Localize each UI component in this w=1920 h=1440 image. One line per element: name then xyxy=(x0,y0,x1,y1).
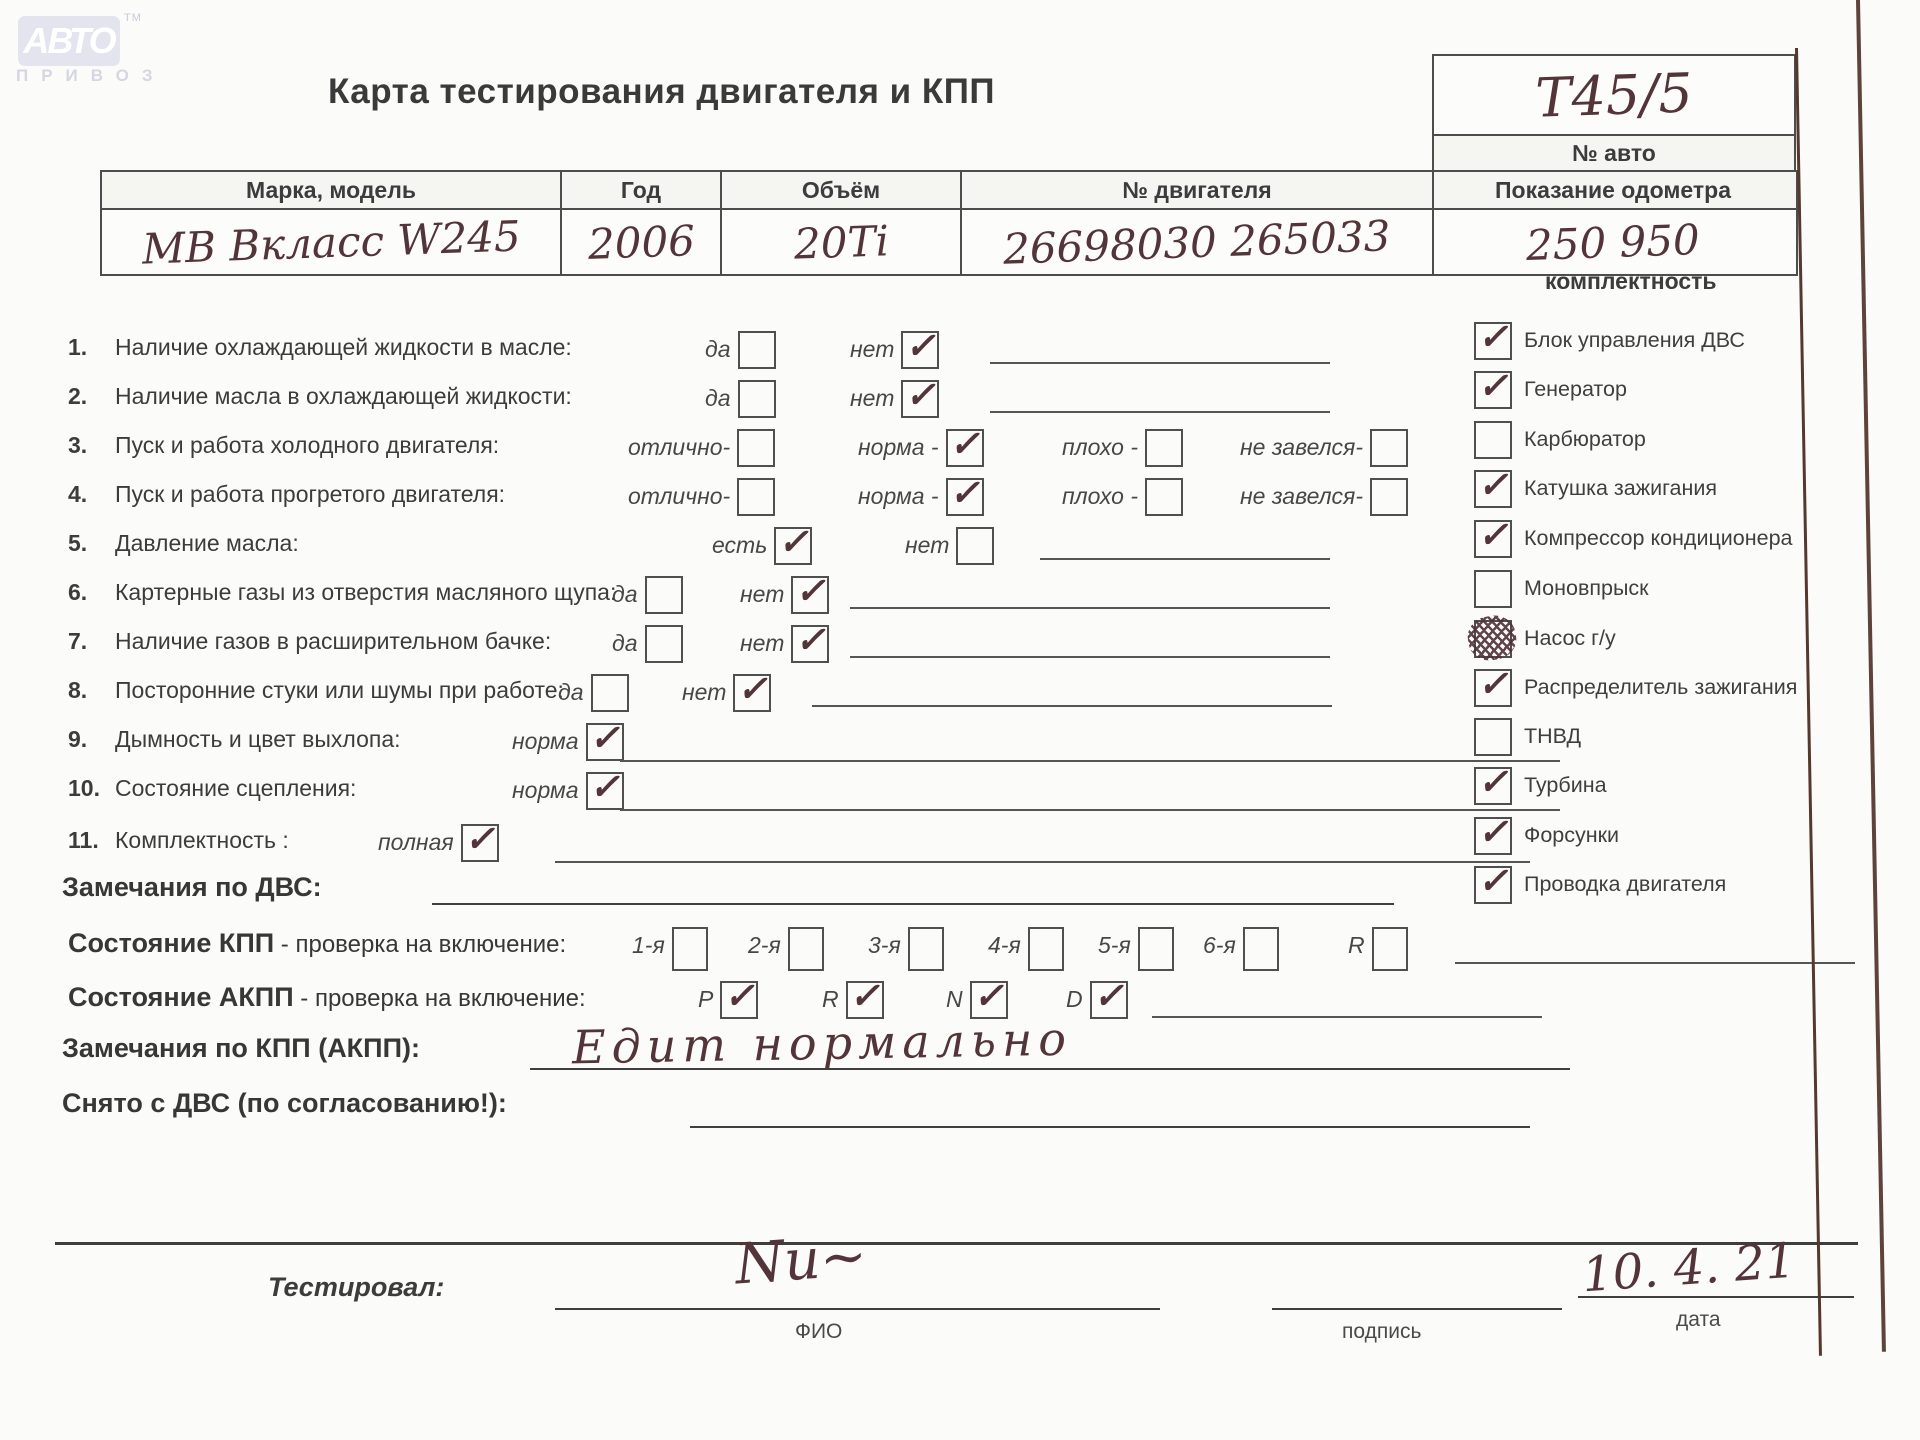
checkbox xyxy=(1145,478,1183,516)
checkbox: ✓ xyxy=(1090,981,1128,1019)
checkbox xyxy=(645,576,683,614)
checkbox xyxy=(738,380,776,418)
option-label: да xyxy=(705,336,731,362)
check-row-9 xyxy=(0,718,1920,766)
kpp-remarks-label: Замечания по КПП (АКПП): xyxy=(62,1033,420,1063)
checkbox: ✓ xyxy=(586,723,624,761)
option-label: полная xyxy=(378,829,454,855)
engine-number-handwritten: 26698030 265033 xyxy=(962,210,1434,274)
page-title: Карта тестирования двигателя и КПП xyxy=(328,72,996,111)
option-label: 3-я xyxy=(868,932,901,958)
row-number: 9. xyxy=(68,726,88,752)
row-number: 2. xyxy=(68,383,88,409)
option-label: 5-я xyxy=(1098,932,1131,958)
equipment-item-label: Моновпрыск xyxy=(1524,576,1649,600)
year-handwritten: 2006 xyxy=(562,210,722,274)
tester-signature-handwritten: Nu~ xyxy=(732,1223,870,1298)
option-label: 1-я xyxy=(632,932,665,958)
column-header: Год xyxy=(562,172,722,208)
column-header: Объём xyxy=(722,172,962,208)
fill-line xyxy=(620,809,1560,811)
checkbox: ✓ xyxy=(733,674,771,712)
option-label: R xyxy=(1348,932,1365,958)
dvs-remarks-label: Замечания по ДВС: xyxy=(62,872,322,902)
row-question: Наличие масла в охлаждающей жидкости: xyxy=(115,383,572,409)
option-label: да xyxy=(558,679,584,705)
odometer-handwritten: 250 950 xyxy=(1525,214,1701,270)
option-label: нет xyxy=(682,679,727,705)
fill-line xyxy=(690,1126,1530,1128)
equipment-item-label: Генератор xyxy=(1524,377,1627,401)
fill-line xyxy=(432,903,1394,905)
equipment-item-label: Карбюратор xyxy=(1524,427,1646,451)
name-line xyxy=(555,1308,1160,1310)
column-header: Показание одометра xyxy=(1495,176,1731,203)
checkbox: ✓ xyxy=(791,576,829,614)
auto-number-label: № авто xyxy=(1434,134,1794,170)
checkbox xyxy=(1370,478,1408,516)
volume-handwritten: 20Ti xyxy=(722,210,962,274)
equipment-item-label: Компрессор кондиционера xyxy=(1524,526,1793,550)
row-number: 3. xyxy=(68,432,88,458)
equipment-item-label: Распределитель зажигания xyxy=(1524,675,1798,699)
trademark-label: ТМ xyxy=(124,12,142,24)
equipment-item-label: Катушка зажигания xyxy=(1524,476,1717,500)
option-label: 4-я xyxy=(988,932,1021,958)
logo-brand-text: АВТО xyxy=(23,20,115,61)
option-label: нет xyxy=(850,385,895,411)
make-model-handwritten: МВ Вкласс W245 xyxy=(102,210,562,274)
option-label: есть xyxy=(712,532,768,558)
check-row-3 xyxy=(0,424,1920,472)
option-label: плохо - xyxy=(1062,483,1138,509)
checkbox: ✓ xyxy=(946,478,984,516)
fill-line xyxy=(850,607,1330,609)
checkbox: ✓ xyxy=(1474,371,1512,409)
checkbox xyxy=(1243,927,1279,971)
equipment-item-label: Насос г/у xyxy=(1524,626,1616,650)
vehicle-table-header-row xyxy=(102,172,1796,210)
kpp-remarks-handwritten: Едит нормально xyxy=(571,1011,1073,1075)
row-number: 1. xyxy=(68,334,88,360)
checkbox: ✓ xyxy=(901,380,939,418)
date-caption: дата xyxy=(1676,1308,1721,1331)
option-label: плохо - xyxy=(1062,434,1138,460)
row-question: Посторонние стуки или шумы при работе: xyxy=(115,677,564,703)
option-label: отлично- xyxy=(628,434,731,460)
row-number: 10. xyxy=(68,775,100,801)
akpp-check-label: Состояние АКПП - проверка на включение: xyxy=(68,982,586,1012)
checkbox xyxy=(1028,927,1064,971)
checkbox xyxy=(737,429,775,467)
vehicle-table xyxy=(100,170,1798,276)
row-question: Наличие охлаждающей жидкости в масле: xyxy=(115,334,572,360)
row-question: Пуск и работа прогретого двигателя: xyxy=(115,481,506,507)
checkbox xyxy=(645,625,683,663)
vehicle-table-value-row xyxy=(102,210,1796,274)
checkbox xyxy=(737,478,775,516)
footer-divider xyxy=(55,1242,1858,1245)
checkbox xyxy=(1370,429,1408,467)
check-row-6 xyxy=(0,571,1920,619)
checkbox xyxy=(956,527,994,565)
checkbox: ✓ xyxy=(970,981,1008,1019)
tested-by-label: Тестировал: xyxy=(268,1272,445,1302)
check-row-2 xyxy=(0,375,1920,423)
fill-line xyxy=(850,656,1330,658)
row-number: 6. xyxy=(68,579,88,605)
option-label: нет xyxy=(740,630,785,656)
logo-subtitle: ПРИВОЗ xyxy=(16,66,166,85)
checkbox: ✓ xyxy=(846,981,884,1019)
row-number: 8. xyxy=(68,677,88,703)
option-label: да xyxy=(612,630,638,656)
checkbox xyxy=(908,927,944,971)
auto-number-box xyxy=(1432,54,1796,174)
fill-line xyxy=(812,705,1332,707)
row-question: Наличие газов в расширительном бачке: xyxy=(115,628,552,654)
row-number: 5. xyxy=(68,530,88,556)
fill-line xyxy=(1152,1016,1542,1018)
equipment-item-label: Турбина xyxy=(1524,773,1607,797)
check-row-4 xyxy=(0,473,1920,521)
column-header: № двигателя xyxy=(962,172,1434,208)
auto-number-handwritten: Т45/5 xyxy=(1534,60,1694,130)
fill-line xyxy=(1455,962,1855,964)
equipment-section-title: комплектность xyxy=(1545,268,1717,294)
avtoprivoz-logo xyxy=(18,16,120,66)
option-label: 2-я xyxy=(748,932,781,958)
row-question: Состояние сцепления: xyxy=(115,775,357,801)
option-label: норма xyxy=(512,777,579,803)
checkbox: ✓ xyxy=(901,331,939,369)
option-label: не завелся- xyxy=(1240,483,1364,509)
checkbox xyxy=(1372,927,1408,971)
checkbox: ✓ xyxy=(1474,669,1512,707)
date-handwritten: 10. 4. 21 xyxy=(1580,1232,1798,1304)
checkbox xyxy=(788,927,824,971)
fill-line xyxy=(990,362,1330,364)
check-row-8 xyxy=(0,669,1920,717)
equipment-item-label: Форсунки xyxy=(1524,823,1620,847)
equipment-item-label: Блок управления ДВС xyxy=(1524,328,1745,352)
option-label: нет xyxy=(850,336,895,362)
checkbox: ✓ xyxy=(774,527,812,565)
option-label: нет xyxy=(905,532,950,558)
checkbox: ✓ xyxy=(946,429,984,467)
fill-line xyxy=(620,760,1560,762)
option-label: норма - xyxy=(858,434,939,460)
option-label: да xyxy=(612,581,638,607)
check-row-5 xyxy=(0,522,1920,570)
checkbox: ✓ xyxy=(791,625,829,663)
checkbox xyxy=(1138,927,1174,971)
checkbox xyxy=(738,331,776,369)
removed-note-label: Снято с ДВС (по согласованию!): xyxy=(62,1088,507,1118)
row-question: Давление масла: xyxy=(115,530,299,556)
equipment-item-label: ТНВД xyxy=(1524,724,1582,748)
row-number: 11. xyxy=(68,827,99,853)
option-label: норма - xyxy=(858,483,939,509)
check-row-7 xyxy=(0,620,1920,668)
option-label: 6-я xyxy=(1203,932,1236,958)
option-label: отлично- xyxy=(628,483,731,509)
checkbox: ✓ xyxy=(1474,817,1512,855)
option-label: норма xyxy=(512,728,579,754)
checkbox: ✓ xyxy=(1474,767,1512,805)
checkbox: ✓ xyxy=(586,772,624,810)
checkbox: ✓ xyxy=(1474,322,1512,360)
check-row-1 xyxy=(0,326,1920,374)
option-label: нет xyxy=(740,581,785,607)
check-row-11 xyxy=(0,819,1920,867)
option-label: да xyxy=(705,385,731,411)
checkbox xyxy=(591,674,629,712)
fill-line xyxy=(1040,558,1330,560)
checkbox xyxy=(672,927,708,971)
equipment-item xyxy=(1474,860,1914,908)
row-number: 4. xyxy=(68,481,88,507)
signature-caption: подпись xyxy=(1342,1320,1422,1343)
column-header: Марка, модель xyxy=(102,172,562,208)
option-label: P xyxy=(698,986,714,1012)
row-question: Комплектность : xyxy=(115,827,289,853)
checkbox: ✓ xyxy=(720,981,758,1019)
checkbox: ✓ xyxy=(1474,866,1512,904)
signature-line xyxy=(1272,1308,1562,1310)
kpp-check-label: Состояние КПП - проверка на включение: xyxy=(68,928,567,958)
name-caption: ФИО xyxy=(795,1320,843,1343)
option-label: R xyxy=(822,986,839,1012)
row-question: Пуск и работа холодного двигателя: xyxy=(115,432,500,458)
checkbox: ✓ xyxy=(1474,470,1512,508)
checkbox: ✓ xyxy=(1474,520,1512,558)
option-label: не завелся- xyxy=(1240,434,1364,460)
fill-line xyxy=(990,411,1330,413)
option-label: D xyxy=(1066,986,1083,1012)
check-row-10 xyxy=(0,767,1920,815)
equipment-item-label: Проводка двигателя xyxy=(1524,872,1727,896)
checkbox: ✓ xyxy=(461,824,499,862)
row-question: Картерные газы из отверстия масляного щупа: xyxy=(115,579,617,605)
checkbox xyxy=(1145,429,1183,467)
option-label: N xyxy=(946,986,963,1012)
row-question: Дымность и цвет выхлопа: xyxy=(115,726,401,752)
fill-line xyxy=(555,861,1530,863)
row-number: 7. xyxy=(68,628,88,654)
